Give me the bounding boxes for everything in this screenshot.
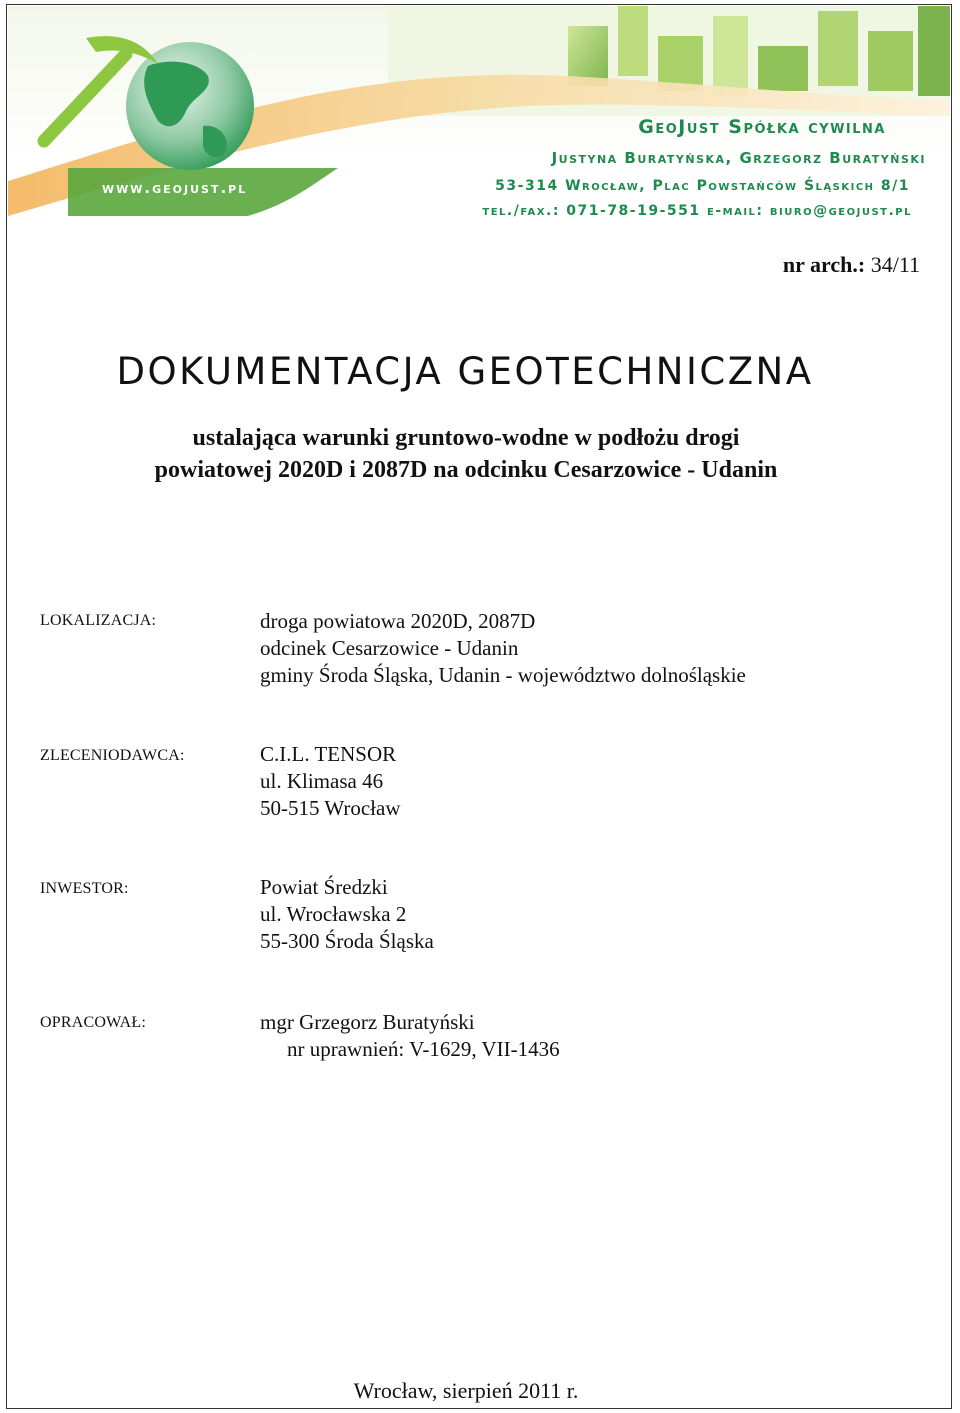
client-line: 50-515 Wrocław [260,796,401,820]
company-name: GeoJust Spółka cywilna [638,116,886,138]
website-link[interactable]: www.geojust.pl [102,179,248,197]
subtitle-line-2: powiatowej 2020D i 2087D na odcinku Cesarzowice - Udanin [154,457,778,483]
investor-label: INWESTOR: [40,880,129,897]
document-subtitle [0,422,932,486]
author-line: nr uprawnień: V-1629, VII-1436 [287,1037,560,1061]
globe-icon [126,42,254,170]
place-date: Wrocław, sierpień 2011 r. [353,1378,579,1403]
investor-line: Powiat Średzki [260,875,388,899]
location-line: odcinek Cesarzowice - Udanin [260,636,519,660]
investor-line: ul. Wrocławska 2 [260,902,407,926]
location-line: gminy Środa Śląska, Udanin - województwo dolnośląskie [260,663,746,687]
company-address: 53-314 Wrocław, Plac Powstańców Śląskich 8/1 [495,178,910,194]
location-label: LOKALIZACJA: [40,612,157,629]
company-contact: tel./fax.: 071-78-19-551 e-mail: biuro@geojust.pl [482,203,912,219]
letterhead [8,6,950,228]
document-title: DOKUMENTACJA GEOTECHNICZNA [116,350,814,393]
investor-line: 55-300 Środa Śląska [260,929,434,953]
location-line: droga powiatowa 2020D, 2087D [260,609,536,633]
client-value [260,741,400,822]
archive-number [783,252,920,278]
client-line: C.I.L. TENSOR [260,742,397,766]
archive-label: nr arch.: [782,252,866,277]
investor-value [260,874,434,955]
client-line: ul. Klimasa 46 [260,769,384,793]
author-line: mgr Grzegorz Buratyński [260,1010,475,1034]
client-label: ZLECENIODAWCA: [40,747,185,764]
subtitle-line-1: ustalająca warunki gruntowo-wodne w podłożu drogi [192,425,740,451]
archive-value: 34/11 [870,252,920,277]
company-owners: Justyna Buratyńska, Grzegorz Buratyński [551,149,926,167]
location-value [260,608,746,689]
author-value [260,1009,560,1063]
author-label: OPRACOWAŁ: [40,1014,147,1031]
